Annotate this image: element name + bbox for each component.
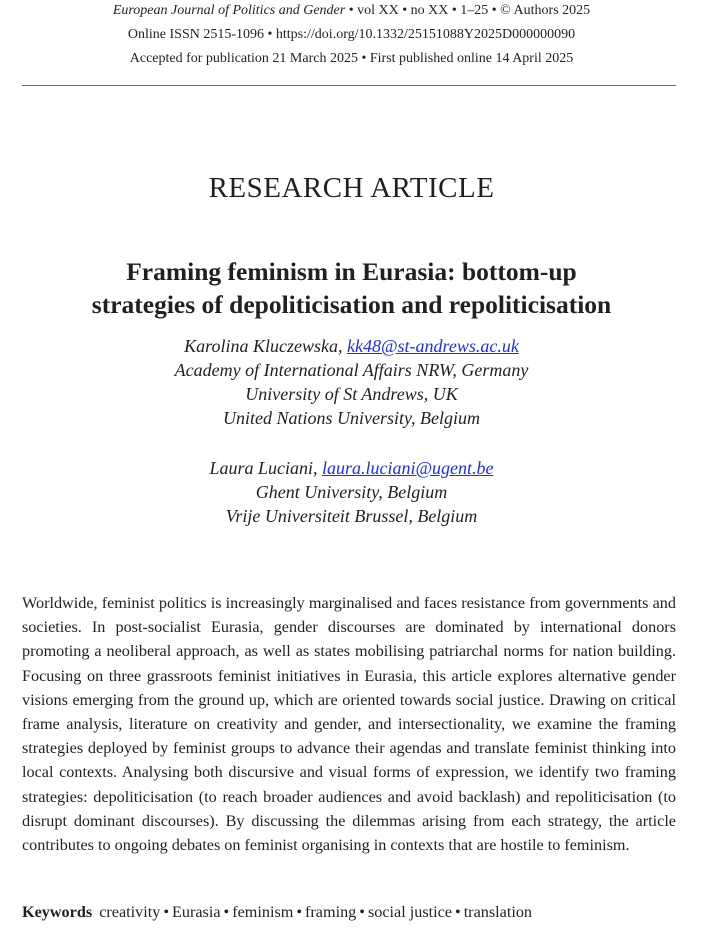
author-block-2 [0, 456, 703, 528]
abstract [22, 591, 676, 857]
keywords-label: Keywords [22, 903, 93, 921]
keyword: translation [463, 903, 533, 921]
author-line [0, 456, 703, 480]
author-line [0, 334, 703, 358]
publication-dates: Accepted for publication 21 March 2025 • First published online 14 April 2025 [129, 51, 574, 66]
header-divider [22, 85, 676, 86]
author-affiliation: University of St Andrews, UK [245, 384, 458, 404]
author-affiliation: United Nations University, Belgium [223, 408, 480, 428]
keyword: framing [305, 903, 357, 921]
article-title-line-2: strategies of depoliticisation and repoliticisation [91, 290, 612, 319]
keyword: creativity [99, 903, 161, 921]
author-name: Laura Luciani, [209, 458, 322, 478]
article-title-line-1: Framing feminism in Eurasia: bottom-up [126, 257, 577, 286]
keyword-separator: • [359, 903, 365, 921]
keyword: Eurasia [171, 903, 221, 921]
journal-name: European Journal of Politics and Gender [112, 3, 346, 18]
keyword-separator: • [455, 903, 461, 921]
keyword-separator: • [223, 903, 230, 921]
keywords [22, 900, 676, 924]
keyword-separator: • [163, 903, 169, 921]
journal-meta: • vol XX • no XX • 1–25 • © Authors 2025 [345, 3, 591, 18]
issn-doi-line: Online ISSN 2515-1096 • https://doi.org/10.1332/25151088Y2025D000000090 [127, 27, 576, 42]
author-affiliation: Ghent University, Belgium [255, 482, 448, 502]
author-affiliation: Vrije Universiteit Brussel, Belgium [225, 506, 478, 526]
author-email-link[interactable]: kk48@st-andrews.ac.uk [346, 336, 519, 356]
article-type: RESEARCH ARTICLE [208, 172, 495, 204]
author-affiliation: Academy of International Affairs NRW, Germany [174, 360, 529, 380]
keyword: feminism [232, 903, 294, 921]
keyword-separator: • [296, 903, 303, 921]
keyword: social justice [367, 903, 453, 921]
journal-header [0, 0, 703, 71]
journal-line [0, 0, 703, 23]
author-email-link[interactable]: laura.luciani@ugent.be [321, 458, 494, 478]
article-title [20, 255, 683, 321]
abstract-text: Worldwide, feminist politics is increasingly marginalised and faces resistance from governments and societies. In post-socialist Eurasia, gender discourses are dominated by international donors promoting a neoliberal approach, as well as states mobilising patriarchal norms for nation building. Focusing on three grassroots feminist initiatives in Eurasia, this article explores alternative gender visions emerging from the ground up, which are oriented towards social justice. Drawing on critical frame analysis, literature on creativity and gender, and intersectionality, we examine the framing strategies deployed by feminist groups to advance their agendas and translate feminist thinking into local contexts. Analysing both discursive and visual forms of expression, we identify two framing strategies: depoliticisation (to reach broader audiences and avoid backlash) and repoliticisation (to disrupt dominant discourses). By discussing the dilemmas arising from each strategy, the article contributes to ongoing debates on feminist organising in contexts that are hostile to feminism. [22, 594, 676, 855]
author-block-1 [0, 334, 703, 430]
author-name: Karolina Kluczewska, [184, 336, 347, 356]
